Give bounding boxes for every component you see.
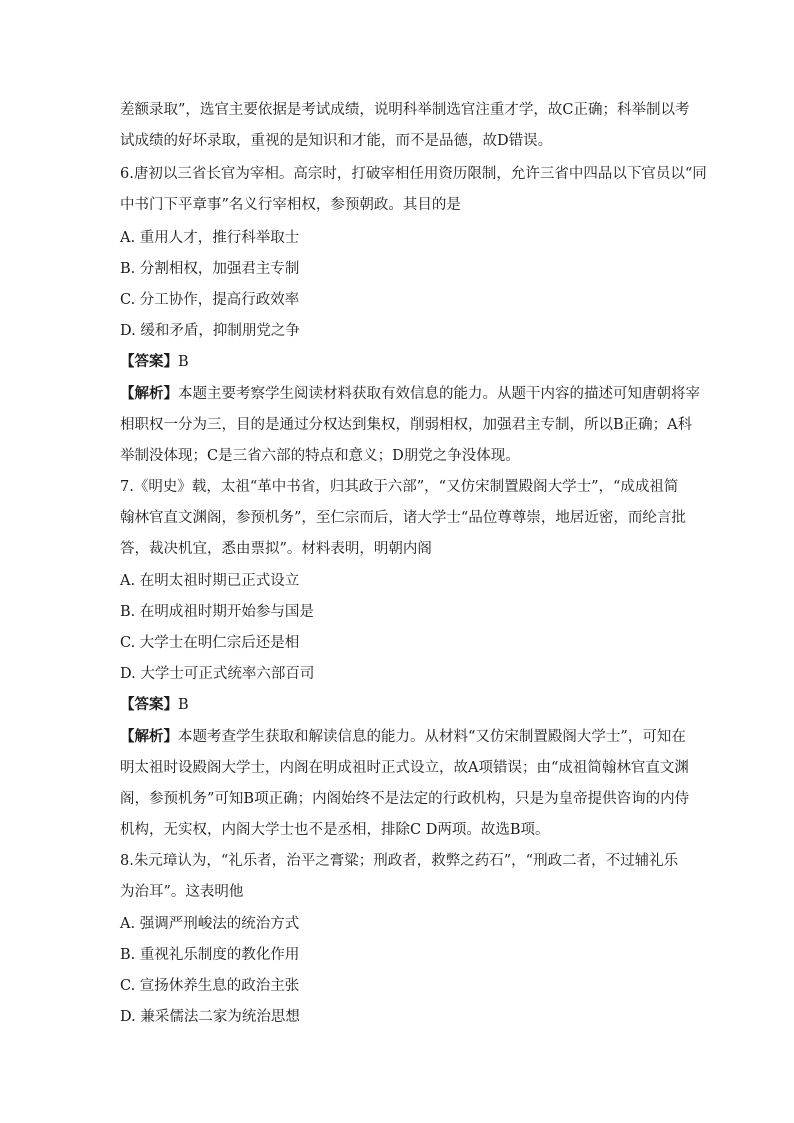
q6-answer-value: B — [178, 354, 189, 370]
q7-analysis-line-3: 阁，参预机务”可知B项正确；内阁始终不是法定的行政机构，只是为皇帝提供咨询的内侍 — [120, 791, 690, 807]
q7-analysis-line-1 — [120, 727, 686, 747]
q6-analysis-line-2: 相职权一分为三，目的是通过分权达到集权，削弱相权，加强君主专制，所以B正确；A科 — [120, 417, 693, 433]
q6-analysis-label: 【解析】 — [120, 385, 178, 402]
q7-answer-value: B — [178, 697, 189, 713]
q6-option-b: B. 分割相权，加强君主专制 — [120, 261, 300, 277]
q8-stem-line-2: 为治耳”。这表明他 — [120, 884, 244, 900]
q8-option-a: A. 强调严刑峻法的统治方式 — [120, 916, 300, 932]
q6-option-a: A. 重用人才，推行科举取士 — [120, 230, 300, 246]
q7-option-d: D. 大学士可正式统率六部百司 — [120, 666, 315, 682]
q7-option-b: B. 在明成祖时期开始参与国是 — [120, 604, 314, 620]
q6-analysis-line-1 — [120, 384, 700, 404]
q7-analysis-text-1: 本题考查学生获取和解读信息的能力。从材料“又仿宋制置殿阁大学士”，可知在 — [178, 729, 686, 745]
q7-stem-line-2: 翰林官直文渊阁，参预机务”，至仁宗而后，诸大学士“品位尊尊崇，地居近密，而纶言批 — [120, 510, 686, 526]
q6-stem-line-1: 6.唐初以三省长官为宰相。高宗时，打破宰相任用资历限制，允许三省中四品以下官员以“同 — [120, 166, 707, 182]
q6-answer-label: 【答案】 — [120, 353, 178, 370]
q6-answer — [120, 352, 680, 372]
q6-analysis-line-3: 举制没体现；C是三省六部的特点和意义；D朋党之争没体现。 — [120, 448, 520, 464]
q8-option-b: B. 重视礼乐制度的教化作用 — [120, 947, 300, 963]
q7-stem-line-3: 答，裁决机宜，悉由票拟”。材料表明，明朝内阁 — [120, 541, 432, 557]
prev-analysis-line-2: 试成绩的好坏录取，重视的是知识和才能，而不是品德，故D错误。 — [120, 133, 553, 149]
q7-analysis-line-4: 机构，无实权，内阁大学士也不是丞相，排除C D两项。故选B项。 — [120, 822, 550, 838]
q7-answer — [120, 695, 680, 715]
q7-answer-label: 【答案】 — [120, 696, 178, 713]
q8-stem-line-1: 8.朱元璋认为，“礼乐者，治平之膏粱；刑政者，救弊之药石”，“刑政二者，不过辅礼乐 — [120, 853, 679, 869]
q6-option-d: D. 缓和矛盾，抑制朋党之争 — [120, 323, 300, 339]
q7-analysis-line-2: 明太祖时设殿阁大学士，内阁在明成祖时正式设立，故A项错误；由“成祖简翰林官直文渊 — [120, 760, 689, 776]
q8-option-c: C. 宣扬休养生息的政治主张 — [120, 978, 300, 994]
q6-option-c: C. 分工协作，提高行政效率 — [120, 292, 300, 308]
prev-analysis-line-1: 差额录取”，选官主要依据是考试成绩，说明科举制选官注重才学，故C正确；科举制以考 — [120, 102, 690, 118]
q6-stem-line-2: 中书门下平章事”名义行宰相权，参预朝政。其目的是 — [120, 197, 461, 213]
q7-option-c: C. 大学士在明仁宗后还是相 — [120, 635, 300, 651]
q7-option-a: A. 在明太祖时期已正式设立 — [120, 573, 300, 589]
q7-analysis-label: 【解析】 — [120, 728, 178, 745]
q7-stem-line-1: 7.《明史》载，太祖“革中书省，归其政于六部”，“又仿宋制置殿阁大学士”，“成成祖简 — [120, 479, 679, 495]
q8-option-d: D. 兼采儒法二家为统治思想 — [120, 1009, 300, 1025]
q6-analysis-text-1: 本题主要考察学生阅读材料获取有效信息的能力。从题干内容的描述可知唐朝将宰 — [178, 386, 700, 402]
